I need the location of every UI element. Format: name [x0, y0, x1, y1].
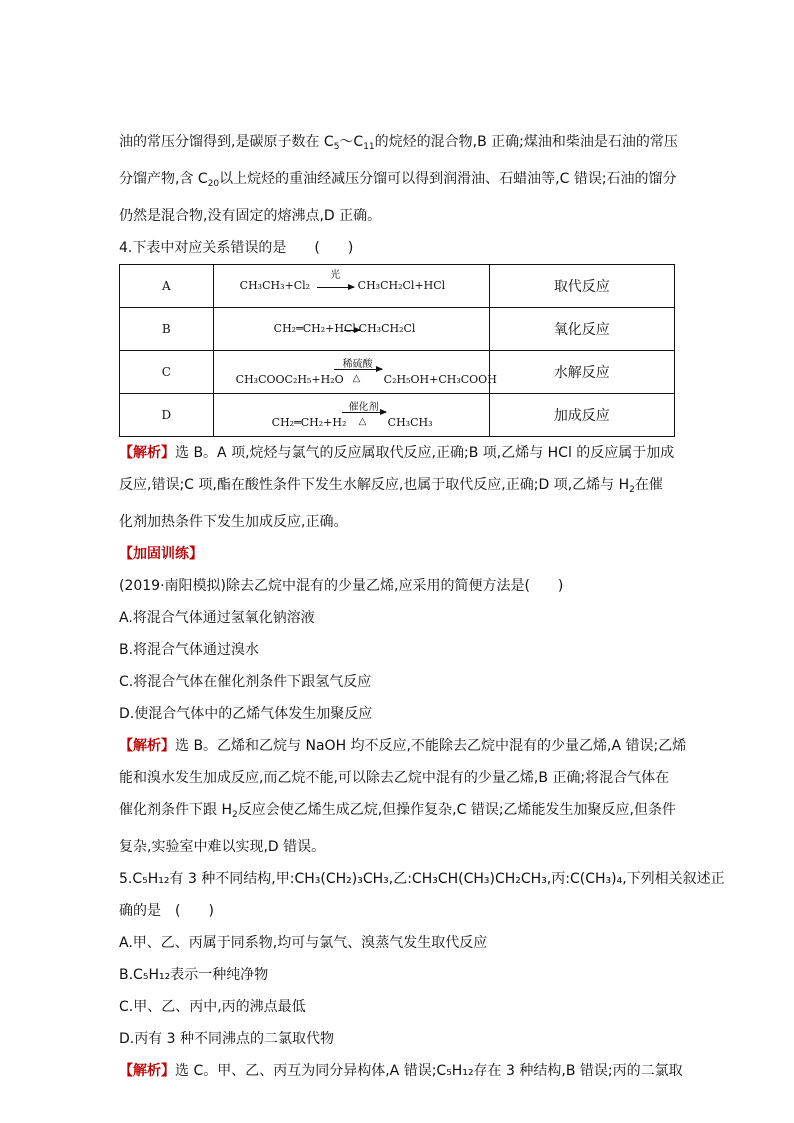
- question-4-table: [119, 264, 675, 437]
- text: 以上烷烃的重油经减压分馏可以得到润滑油、石蜡油等,C 错误;石油的馏分: [219, 171, 677, 187]
- reaction-equation: [213, 265, 489, 308]
- text: 选 B。A 项,烷烃与氯气的反应属取代反应,正确;B 项,乙烯与 HCl 的反应属于加成: [175, 445, 675, 461]
- text: 选 B。乙烯和乙烷与 NaOH 均不反应,不能除去乙烷中混有的少量乙烯,A 错误;乙烯: [175, 738, 687, 754]
- heat-triangle-icon: △: [352, 373, 361, 384]
- reinforce-stem: (2019·南阳模拟)除去乙烷中混有的少量乙烯,应采用的简便方法是( ): [119, 578, 564, 594]
- heat-triangle-icon: △: [358, 416, 367, 427]
- products: C₂H₅OH+CH₃COOH: [383, 373, 497, 386]
- intro-line-2: [119, 163, 675, 200]
- reaction-type: 加成反应: [489, 394, 674, 437]
- reinforce-analysis-line-3: [119, 794, 675, 831]
- reaction-type: 氧化反应: [489, 308, 674, 351]
- q4-analysis-line-2: [119, 469, 675, 506]
- text: 的烷烃的混合物,B 正确;煤油和柴油是石油的常压: [374, 134, 678, 150]
- reaction-type: 水解反应: [489, 351, 674, 394]
- reinforce-label: 【加固训练】: [119, 546, 203, 562]
- reinforce-tag: [119, 538, 675, 570]
- reinforce-analysis-line-4: 复杂,实验室中难以实现,D 错误。: [119, 839, 326, 855]
- products: CH₃CH₃: [387, 416, 433, 429]
- products: CH₃CH₂Cl: [358, 322, 416, 335]
- table-row: [120, 351, 675, 394]
- reaction-equation: [213, 351, 497, 394]
- subscript: 2: [231, 810, 238, 820]
- text: ～C: [339, 134, 364, 150]
- text: 催化剂条件下跟 H: [119, 802, 232, 818]
- reaction-equation: [213, 394, 489, 437]
- q5-option-a: A.甲、乙、丙属于同系物,均可与氯气、溴蒸气发生取代反应: [119, 935, 488, 951]
- q5-option-d: D.丙有 3 种不同沸点的二氯取代物: [119, 1031, 335, 1047]
- reactants: CH₂═CH₂+HCl: [273, 322, 356, 335]
- reaction-arrow-icon: [344, 330, 360, 331]
- subscript: 2: [629, 485, 635, 495]
- reinforce-analysis-line-2: 能和溴水发生加成反应,而乙烷不能,可以除去乙烷中混有的少量乙烯,B 正确;将混合气体在: [119, 770, 670, 786]
- analysis-tag: 【解析】: [119, 1063, 175, 1079]
- question-5-stem-2: 确的是 ( ): [119, 903, 214, 919]
- reaction-condition: 光: [330, 270, 341, 281]
- table-row: [120, 394, 675, 437]
- reaction-type: 取代反应: [489, 265, 674, 308]
- reaction-equation: [213, 308, 489, 351]
- table-row: [120, 265, 675, 308]
- intro-line-3: 仍然是混合物,没有固定的熔沸点,D 正确。: [119, 208, 382, 224]
- row-label: D: [120, 394, 214, 437]
- reaction-condition: 稀硫酸: [342, 359, 373, 370]
- equation-box: [214, 351, 497, 393]
- reactants: CH₂═CH₂+H₂: [271, 416, 347, 429]
- text: 反应会使乙烯生成乙烷,但操作复杂,C 错误;乙烯能发生加聚反应,但条件: [237, 802, 677, 818]
- reinforce-option-d: D.使混合气体中的乙烯气体发生加聚反应: [119, 706, 373, 722]
- equation-box: [214, 265, 490, 307]
- reinforce-option-b: B.将混合气体通过溴水: [119, 642, 260, 658]
- subscript: 11: [363, 142, 375, 152]
- reinforce-analysis-line-1: [119, 730, 687, 762]
- text: 分馏产物,含 C: [119, 171, 208, 187]
- reinforce-option-c: C.将混合气体在催化剂条件下跟氢气反应: [119, 674, 372, 690]
- subscript: 20: [207, 179, 220, 189]
- row-label: B: [120, 308, 214, 351]
- text: 反应,错误;C 项,酯在酸性条件下发生水解反应,也属于取代反应,正确;D 项,乙烯与 H: [119, 477, 630, 493]
- analysis-tag: 【解析】: [119, 738, 175, 754]
- row-label: A: [120, 265, 214, 308]
- products: CH₃CH₂Cl+HCl: [357, 279, 446, 292]
- text: 在催: [634, 477, 663, 493]
- q5-option-b: B.C₅H₁₂表示一种纯净物: [119, 967, 269, 983]
- subscript: 5: [333, 142, 340, 152]
- q4-analysis-line-1: [119, 437, 675, 469]
- row-label: C: [120, 351, 214, 394]
- reactants: CH₃COOC₂H₅+H₂O: [235, 373, 344, 386]
- equation-box: [214, 308, 490, 350]
- equation-box: [214, 394, 490, 436]
- reactants: CH₃CH₃+Cl₂: [239, 279, 311, 292]
- q4-analysis-line-3: 化剂加热条件下发生加成反应,正确。: [119, 514, 348, 530]
- reaction-arrow-icon: [317, 287, 354, 288]
- analysis-tag: 【解析】: [119, 445, 175, 461]
- q5-analysis-line-1: [119, 1055, 683, 1087]
- reaction-condition: 催化剂: [348, 402, 379, 413]
- q5-option-c: C.甲、乙、丙中,丙的沸点最低: [119, 999, 306, 1015]
- question-5-stem-1: 5.C₅H₁₂有 3 种不同结构,甲:CH₃(CH₂)₃CH₃,乙:CH₃CH(CH₃)CH₂CH₃,丙:C(CH₃)₄,下列相关叙述正: [119, 871, 725, 887]
- intro-line-1: [119, 126, 678, 163]
- text: 选 C。甲、乙、丙互为同分异构体,A 错误;C₅H₁₂存在 3 种结构,B 错误;丙的二氯取: [175, 1063, 683, 1079]
- text: 油的常压分馏得到,是碳原子数在 C: [119, 134, 334, 150]
- document-page: [119, 126, 725, 1087]
- reinforce-option-a: A.将混合气体通过氢氧化钠溶液: [119, 610, 315, 626]
- question-4-stem: 4.下表中对应关系错误的是 ( ): [119, 240, 354, 256]
- table-row: [120, 308, 675, 351]
